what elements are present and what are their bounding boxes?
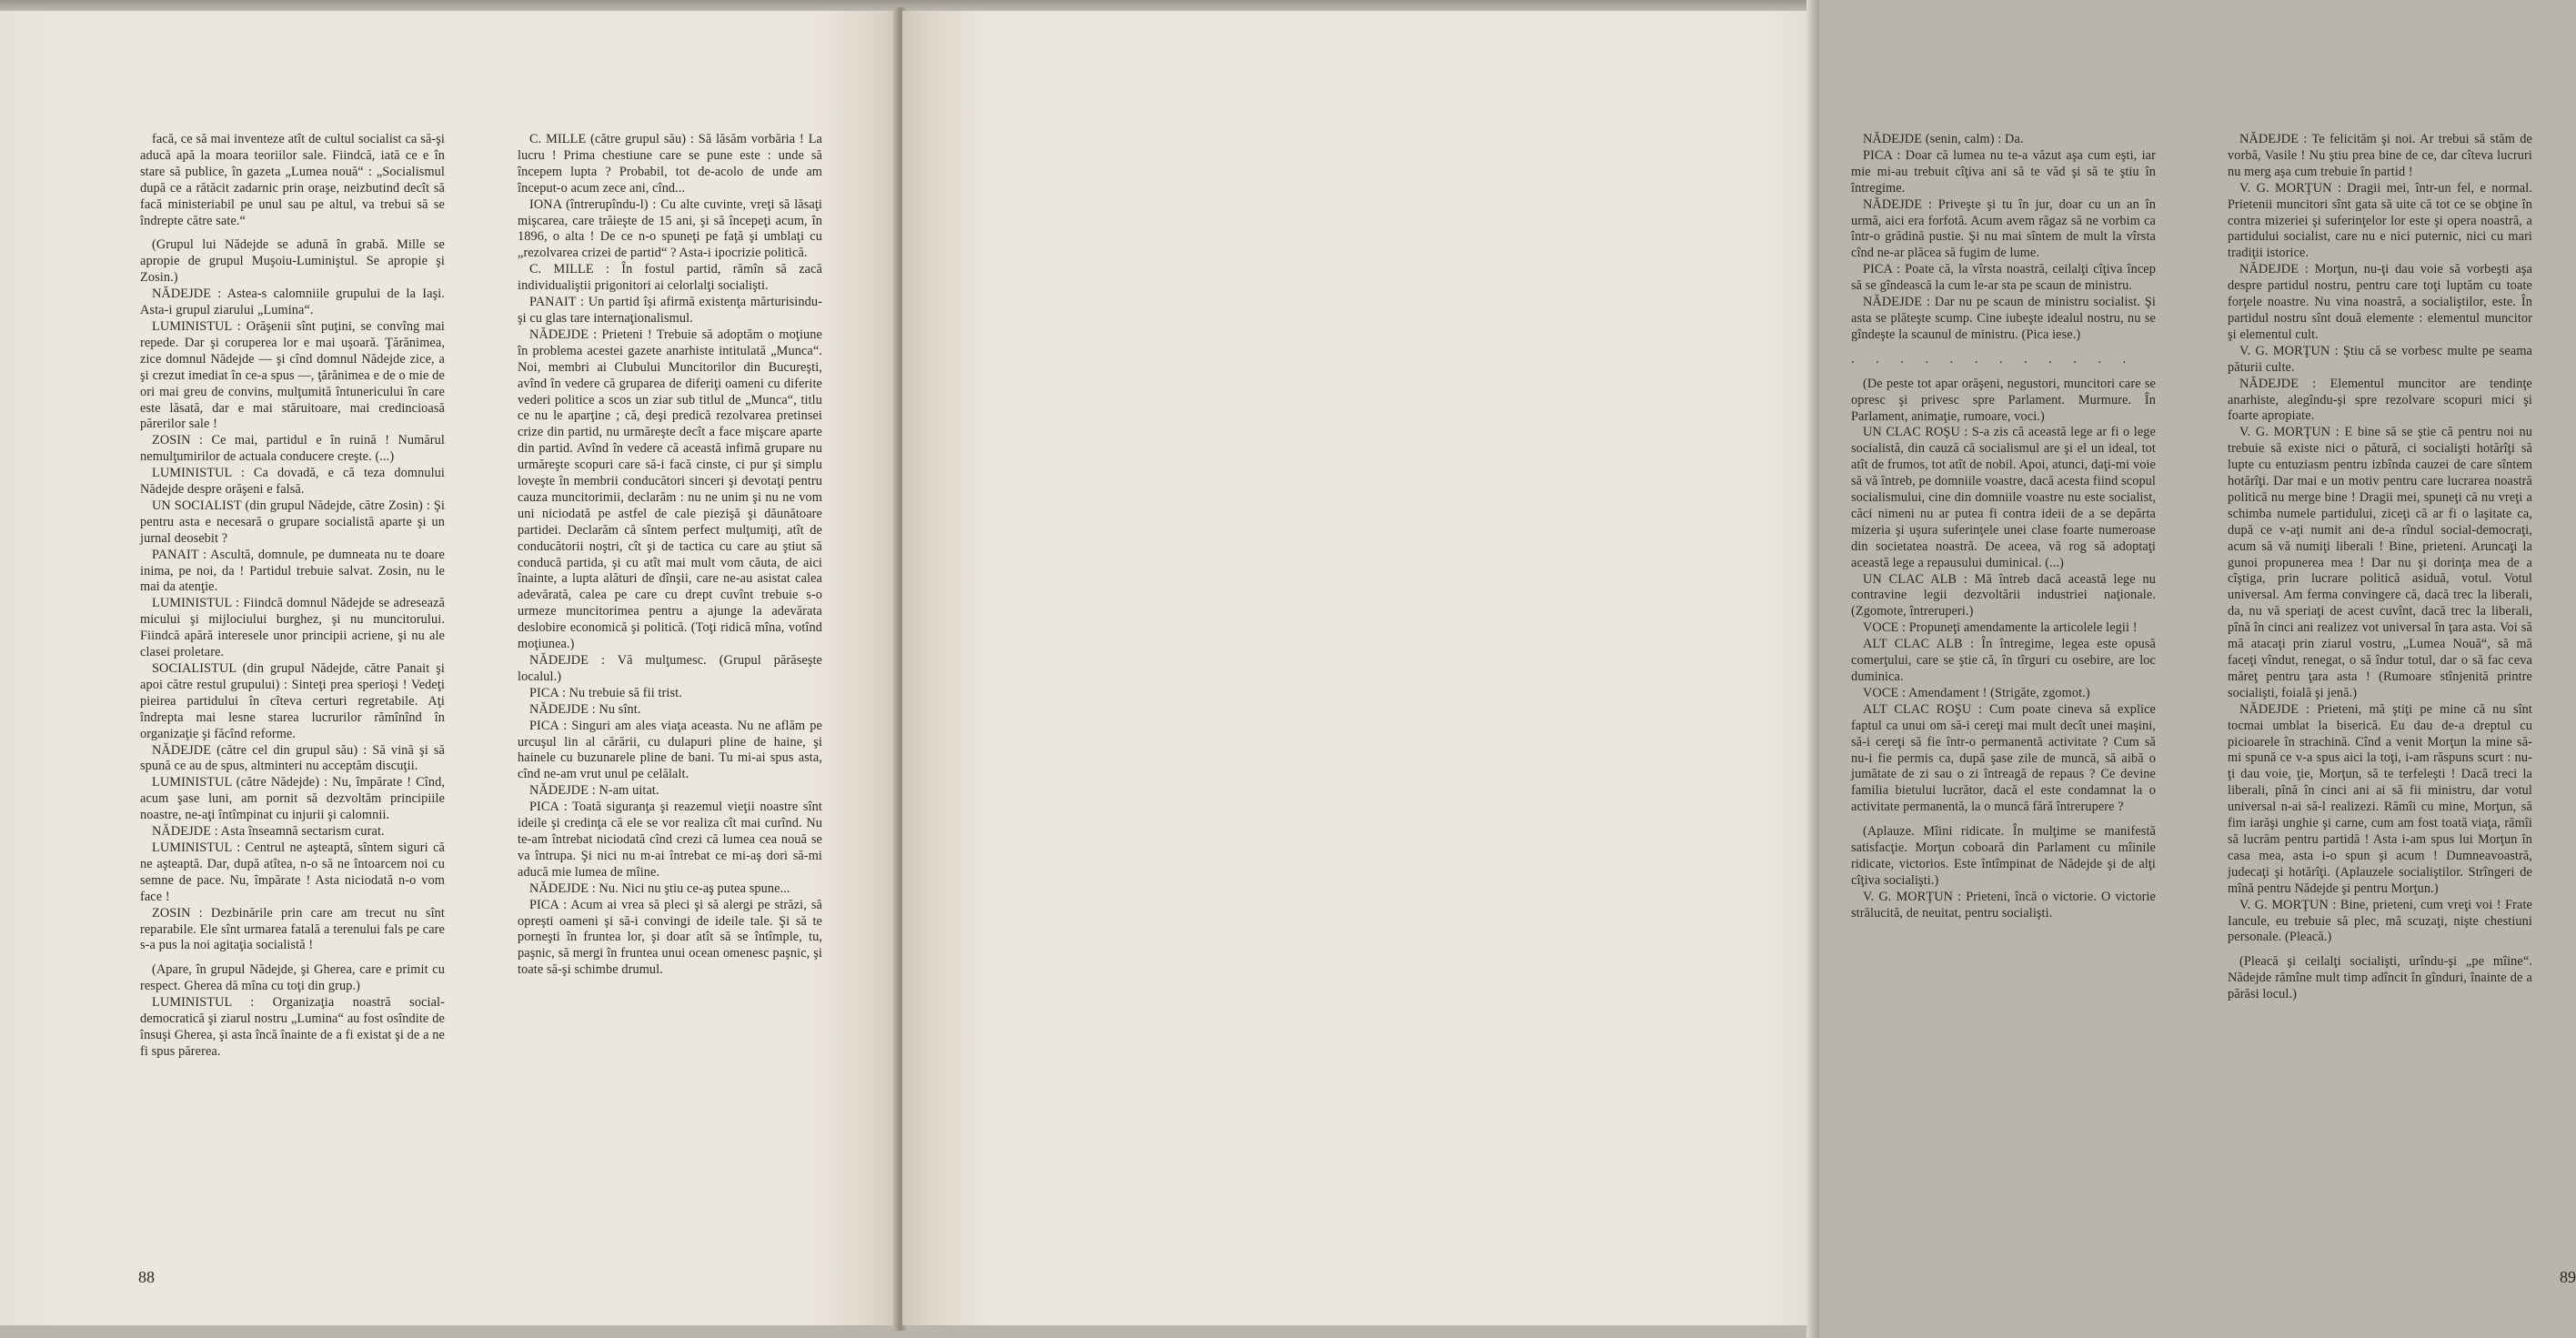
text-paragraph: NĂDEJDE : Elementul muncitor are tendinţe anarhiste, alegîndu-şi spre rezolvare scopuri mici şi foarte apropiate. <box>2228 376 2532 424</box>
left-page-column-2 <box>518 132 822 979</box>
text-paragraph: . . . . . . . . . . . . <box>1851 351 2136 367</box>
text-paragraph: UN CLAC ROŞU : S-a zis că această lege ar fi o lege socialistă, din cauză că socialismul are şi el un ideal, tot atît de frumos, tot atît de nobil. Apoi, atunci, daţi-mi voie să vă întreb, pe domniile voastre, dacă acesta fiind scopul socialismului, cine din domniile voastre nu este socialist, căci nimeni nu ar putea fi contra ideii de a se depărta mizeria şi uşura suferinţele unei clase foarte numeroase din societatea noastră. De aceea, vă rog să adoptaţi această lege a repausului duminical. (...) <box>1851 425 2157 570</box>
text-paragraph: ZOSIN : Dezbinările prin care am trecut nu sînt reparabile. Ele sînt urmarea fatală a terenului fals pe care s-a pus la noi agitaţia socialistă ! <box>140 905 445 953</box>
text-paragraph: NĂDEJDE : Vă mulţumesc. (Grupul părăseşte localul.) <box>518 653 822 684</box>
text-paragraph: facă, ce să mai inventeze atît de cultul socialist ca să-şi aducă apă la moara teoriilor sale. Fiindcă, iată ce e în stare să publice, în gazeta „Lumea nouă“ : „Socialismul după ce a rătăcit zadarnic prin oraşe, neizbutind decît să facă ministeriabil pe unul sau pe altul, va trebui să se îndrepte către sate.“ <box>140 132 445 228</box>
text-paragraph: V. G. MORŢUN : Dragii mei, într-un fel, e normal. Prietenii muncitori sînt gata să uite că tot ce se obţine în contra mizeriei şi suferinţelor lor este şi opera noastră, a partidului socialist, care nu e nici puternic, nici cu mari tradiţii istorice. <box>2228 180 2532 261</box>
text-paragraph: LUMINISTUL : Centrul ne aşteaptă, sîntem siguri că ne aşteaptă. Dar, după atîtea, n-o să ne întoarcem noi cu semne de pace. Nu, împărate ! Asta niciodată n-o vom face ! <box>140 840 445 904</box>
text-paragraph: (Pleacă şi ceilalţi socialişti, urîndu-şi „pe mîine“. Nădejde rămîne mult timp adîncit în gînduri, înainte de a părăsi locul.) <box>2228 954 2532 1002</box>
text-paragraph: ZOSIN : Ce mai, partidul e în ruină ! Numărul nemulţumirilor de actuala conducere creşte. (...) <box>140 433 445 465</box>
text-paragraph: IONA (întrerupîndu-l) : Cu alte cuvinte, vreţi să lăsaţi mişcarea, care trăieşte de 15 ani, şi să începeţi acum, în 1896, o alta ! De ce n-o spuneţi pe faţă şi umblaţi cu „rezolvarea crizei de partid“ ? Asta-i ipocrizie politică. <box>518 196 822 261</box>
right-page-column-1 <box>1851 132 2156 922</box>
text-paragraph: NĂDEJDE : Prieteni, mă ştiţi pe mine că nu sînt tocmai umblat la biserică. Eu dau de-a dreptul cu picioarele în strachină. Cînd a venit Morţun la mine să-mi spună ce v-a spus aici la toţi, i-am răspuns scurt : nu-ţi dau voie, ţie, Morţun, să te terfeleşti ! Dacă treci la liberali, pînă în cinci ani ai să fii ministru, dar votul universal n-ai să-l realizezi. Rămîi cu mine, Morţun, să fim iarăşi unghie şi carne, cum am fost toată viaţa, rămîi să lucrăm pentru partidă ! Asta i-am spus lui Morţun în casa mea, asta i-o spun şi acum ! Dumneavoastră, judecaţi şi hotărîţi. (Aplauzele socialiştilor. Strîngeri de mînă pentru Nădejde şi pentru Morţun.) <box>2228 701 2532 896</box>
text-paragraph: PICA : Poate că, la vîrsta noastră, ceilalţi cîţiva încep să se gîndească la cum le-ar sta pe scaun de ministru. <box>1851 262 2156 294</box>
right-page-column-2 <box>2228 132 2532 1003</box>
text-paragraph: NĂDEJDE : Astea-s calomniile grupului de la Iaşi. Asta-i grupul ziarului „Lumina“. <box>140 287 445 318</box>
text-paragraph: PANAIT : Ascultă, domnule, pe dumneata nu te doare inima, pe noi, da ! Partidul trebuie salvat. Zosin, nu le mai da atenţie. <box>140 547 445 595</box>
text-paragraph: PICA : Nu trebuie să fii trist. <box>529 685 682 700</box>
text-paragraph: NĂDEJDE : Asta înseamnă sectarism curat. <box>152 824 385 840</box>
text-paragraph: NĂDEJDE : Nu. Nici nu ştiu ce-aş putea spune... <box>529 880 790 896</box>
text-paragraph: NĂDEJDE : Dar nu pe scaun de ministru socialist. Şi asta se plăteşte scump. Cine iubeşte idealul nostru, nu se gîndeşte la scaunul de ministru. (Pica iese.) <box>1851 295 2156 342</box>
right-page-number: 89 <box>2560 1268 2576 1286</box>
text-paragraph: LUMINISTUL : Fiindcă domnul Nădejde se adresează micului şi mijlociului burghez, şi nu muncitorului. Fiindcă apără interesele unor principii acriene, şi nu ale clasei proletare. <box>140 596 445 660</box>
text-paragraph: ALT CLAC ALB : În întregime, legea este opusă comerţului, care se ştie că, în tîrguri cu osebire, are loc duminica. <box>1851 637 2156 684</box>
text-paragraph: NĂDEJDE : Morţun, nu-ţi dau voie să vorbeşti aşa despre partidul nostru, pentru care toţi luptăm cu toate forţele noastre. Nu vina noastră, a socialiştilor, este. În partidul nostru sînt două elemente : elementul muncitor şi elementul cult. <box>2228 262 2532 342</box>
text-paragraph: NĂDEJDE : Prieteni ! Trebuie să adoptăm o moţiune în problema acestei gazete anarhiste intitulată „Munca“. Noi, membri ai Clubului Muncitorilor din Bucureşti, avînd în vedere că gruparea de diferiţi oameni cu diferite vederi politice a scos un ziar sub titlul de „Munca“, titlu ce nu le aparţine ; că, deşi predică rezolvarea pretinsei crize din partid, nu urmăreşte decît a face mişcare aparte din partid. Avînd în vedere că această infimă grupare nu urmăreşte scopuri care să-i facă cinste, ci pur şi simplu loveşte în membrii conducători sinceri şi devotaţi pentru cauza muncitorimii, declarăm : nu ne unim şi nu ne vom uni niciodată pe astfel de cale piezişă şi dăunătoare partidei. Declarăm că sîntem perfect mulţumiţi, atît de conducătorii noştri, cît şi de tactica cu care au ştiut să conducă partida, şi cu atît mai mult vom căuta, de aici înainte, a lupta alături de dînşii, care ne-au asistat calea adevărată, calea pe care cu drept cuvînt trebuie s-o urmeze muncitorimea pentru a ajunge la adevărata deslobire economică şi politică. (Toţi ridică mîna, votînd moţiunea.) <box>518 327 822 652</box>
right-page <box>902 11 2576 1325</box>
text-paragraph: PICA : Doar că lumea nu te-a văzut aşa cum eşti, iar mie mi-au trebuit cîţiva ani să te văd şi să te ştiu în întregime. <box>1851 147 2156 196</box>
text-paragraph: (Apare, în grupul Nădejde, şi Gherea, care e primit cu respect. Gherea dă mîna cu toţi din grup.) <box>140 962 445 994</box>
text-paragraph: NĂDEJDE : Nu sînt. <box>529 701 641 717</box>
text-paragraph: LUMINISTUL : Organizaţia noastră social-democratică şi ziarul nostru „Lumina“ au fost osîndite de însuşi Gherea, şi asta încă înainte de a fi existat şi de a ne fi spus părerea. <box>140 995 445 1059</box>
text-paragraph: NĂDEJDE : N-am uitat. <box>529 783 659 799</box>
text-paragraph: NĂDEJDE (senin, calm) : Da. <box>1863 132 2024 146</box>
text-paragraph: V. G. MORŢUN : Ştiu că se vorbesc multe pe seama păturii culte. <box>2228 343 2532 375</box>
text-paragraph: NĂDEJDE : Te felicităm şi noi. Ar trebui să stăm de vorbă, Vasile ! Nu ştiu prea bine de ce, dar cîteva lucruri nu merg aşa cum trebuie în partid ! <box>2228 132 2532 179</box>
text-paragraph: UN CLAC ALB : Mă întreb dacă această lege nu contravine legii dezvoltării industriei naţionale. (Zgomote, întreruperi.) <box>1851 571 2156 619</box>
text-paragraph: (De peste tot apar orăşeni, negustori, muncitori care se opresc şi privesc spre Parlament. Murmure. În Parlament, animaţie, rumoare, voci.) <box>1851 376 2156 424</box>
text-paragraph: (Aplauze. Mîini ridicate. În mulţime se manifestă satisfacţie. Morţun coboară din Parlament cu mîinile ridicate, victorios. Este întîmpinat de Nădejde şi de alţi cîţiva socialişti.) <box>1851 824 2156 888</box>
text-paragraph: LUMINISTUL (către Nădejde) : Nu, împărate ! Cînd, acum şase luni, am pornit să dezvoltăm principiile noastre, ne-aţi întîmpinat cu injurii şi calomnii. <box>140 775 445 823</box>
text-paragraph: PICA : Acum ai vrea să pleci şi să alergi pe străzi, să opreşti oameni şi să-i convingi de ideile tale. Şi să te porneşti în fruntea lor, şi doar atît să se întîmple, tu, paşnic, să mergi în fruntea unui ocean omenesc paşnic, şi toate să-şi schimbe drumul. <box>518 897 822 978</box>
text-paragraph: V. G. MORŢUN : Bine, prieteni, cum vreţi voi ! Frate Iancule, eu trebuie să plec, mă scuzaţi, nişte chestiuni personale. (Pleacă.) <box>2228 897 2532 945</box>
text-paragraph: SOCIALISTUL (din grupul Nădejde, către Panait şi apoi către restul grupului) : Sinteţi prea sperioşi ! Vedeţi pieirea partidului în cîteva certuri regretabile. Aţi îndrepta mai lesne starea lucrurilor rămînînd în organizaţie şi făcînd reforme. <box>140 661 445 741</box>
text-paragraph: PICA : Singuri am ales viaţa aceasta. Nu ne aflăm pe urcuşul lin al cărării, cu dulapuri pline de haine, şi hainele cu buzunarele pline de bani. Tu mi-ai spus asta, cînd ne-am vrut unul pe celălalt. <box>518 718 822 782</box>
text-paragraph: ALT CLAC ROŞU : Cum poate cineva să explice faptul ca unui om să-i cereţi mai mult decît unei maşini, să-i cereţi să fie într-o permanentă activitate ? Cum să nu-i fie permis ca, după şase zile de muncă, să aibă o jumătate de zi sau o zi întreagă de repaus ? Ce devine familia bietului lucrător, dacă el este condamnat la o activitate permanentă, la o muncă fără întrerupere ? <box>1851 701 2156 815</box>
left-page-number: 88 <box>138 1268 155 1286</box>
text-paragraph: (Grupul lui Nădejde se adună în grabă. Mille se apropie de grupul Muşoiu-Luminiştul. Se apropie şi Zosin.) <box>140 237 445 286</box>
text-paragraph: UN SOCIALIST (din grupul Nădejde, către Zosin) : Şi pentru asta e necesară o grupare socialistă aparte şi un jurnal deosebit ? <box>140 498 445 546</box>
text-paragraph: V. G. MORŢUN : Prieteni, încă o victorie. O victorie strălucită, de neuitat, pentru socialişti. <box>1851 889 2156 921</box>
left-page-column-1 <box>140 132 445 1061</box>
left-page <box>0 11 899 1325</box>
text-paragraph: C. MILLE (către grupul său) : Să lăsăm vorbăria ! La lucru ! Prima chestiune care se pune este : unde să începem lupta ? Probabil, tot de-acolo de unde am început-o acum zece ani, cînd... <box>518 132 822 196</box>
text-paragraph: V. G. MORŢUN : E bine să se ştie că pentru noi nu trebuie să existe nici o pătură, ci socialişti hotărîţi să lupte cu entuziasm pentru izbînda cauzei de care sîntem hotărîţi. Dar mai e un motiv pentru care lucrarea noastră politică nu merge bine ! Dragii mei, spuneţi că nu vreţi a schimba numele partidului, ziceţi că ar fi o laşitate ca, după ce v-aţi numit ani de-a rîndul social-democraţi, acum să vă numiţi liberali ! Bine, prieteni. Aruncaţi la gunoi propunerea mea ! Dar nu şi dorinţa mea de a cîştiga, prin lucrare politică asiduă, votul. Votul universal. Am ferma convingere că, dacă trec la liberali, da, nu vă speriaţi de acest cuvînt, dacă trec la liberali, pînă în cinci ani realizez vot universal în ţara asta. Voi să mă atacaţi prin ziarul vostru, „Lumea Nouă“, să mă faceţi vîndut, renegat, o să îndur totul, dar o să fac ceva măreţ pentru ţara asta ! (Rumoare stînjenită printre socialişti, foială şi jenă.) <box>2228 425 2532 700</box>
text-paragraph: PICA : Toată siguranţa şi reazemul vieţii noastre sînt ideile şi credinţa că ele se vor realiza cît mai curînd. Nu te-am întrebat niciodată cînd crezi că lumea cea nouă se va întrupa. Şi nici nu m-ai întrebat ce mi-aş dori să-mi aducă mie lumea de mîine. <box>518 800 822 880</box>
text-paragraph: PANAIT : Un partid îşi afirmă existenţa mărturisindu-şi cu glas tare internaţionalismul. <box>518 295 822 326</box>
text-paragraph: LUMINISTUL : Ca dovadă, e că teza domnului Nădejde despre orăşeni e falsă. <box>140 466 445 498</box>
text-paragraph: VOCE : Propuneţi amendamente la articolele legii ! <box>1863 620 2138 636</box>
text-paragraph: LUMINISTUL : Orăşenii sînt puţini, se convîng mai repede. Dar şi coruperea lor e mai uşoară. Ţărănimea, zice domnul Nădejde — şi cînd domnul Nădejde zice, a şi crezut imediat în ce-a spus —, ţărănimea e de o mie de ori mai greu de convins, mulţumită întunericului în care este lăsată, dar e mai stăruitoare, mai credincioasă părerilor sale ! <box>140 318 445 432</box>
text-paragraph: NĂDEJDE : Priveşte şi tu în jur, doar cu un an în urmă, aici era forfotă. Acum avem răgaz să ne vorbim ca într-o grădină pustie. Şi nu mai sîntem de mult la vîrsta cînd ne-ar plăcea să fugim de lume. <box>1851 196 2156 261</box>
text-paragraph: C. MILLE : În fostul partid, rămîn să zacă individualiştii prigonitori ai celorlalţi socialişti. <box>518 262 822 294</box>
text-paragraph: NĂDEJDE (către cel din grupul său) : Să vină şi să spună ce au de spus, altminteri nu acceptăm discuţii. <box>140 742 445 774</box>
book-fore-edge <box>1806 0 1819 1338</box>
text-paragraph: VOCE : Amendament ! (Strigăte, zgomot.) <box>1863 685 2090 700</box>
